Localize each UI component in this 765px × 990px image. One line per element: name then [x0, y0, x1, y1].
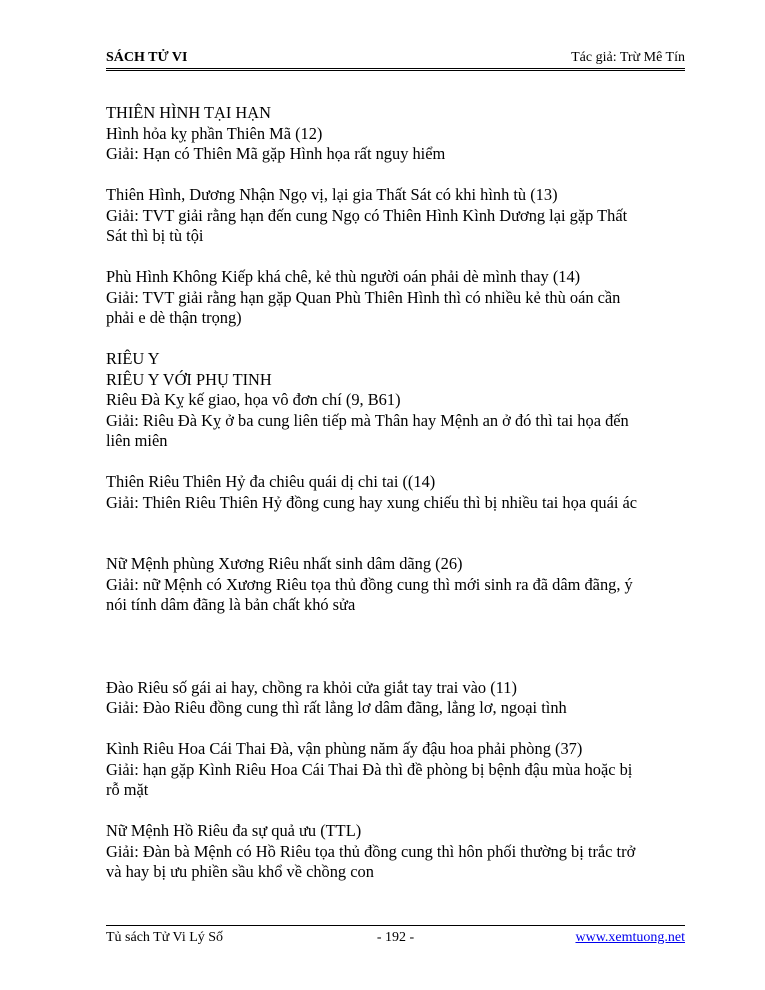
verse-line: Phù Hình Không Kiếp khá chê, kẻ thù người oán phải dè mình thay (14): [106, 267, 581, 286]
verse-line: Nữ Mệnh phùng Xương Riêu nhất sinh dâm dãng (26): [106, 554, 463, 573]
section-heading: RIÊU Y: [106, 349, 160, 368]
page-content: [106, 103, 685, 883]
explanation-line: Giải: Đàn bà Mệnh có Hồ Riêu tọa thủ đồng cung thì hôn phối thường bị trắc trở: [106, 841, 636, 861]
page-number: - 192 -: [376, 930, 415, 945]
verse-line: Kình Riêu Hoa Cái Thai Đà, vận phùng năm ấy đậu hoa phải phòng (37): [106, 739, 583, 758]
verse-line: Thiên Hình, Dương Nhận Ngọ vị, lại gia Thất Sát có khi hình tù (13): [106, 185, 558, 204]
verse-line: Đào Riêu số gái ai hay, chồng ra khỏi cửa giắt tay trai vào (11): [106, 677, 517, 697]
explanation-line: Giải: Thiên Riêu Thiên Hỷ đồng cung hay xung chiếu thì bị nhiều tai họa quái ác: [106, 492, 638, 512]
explanation-line: Giải: Hạn có Thiên Mã gặp Hình họa rất nguy hiểm: [106, 144, 446, 163]
section-heading: THIÊN HÌNH TẠI HẠN: [106, 103, 271, 122]
explanation-line: liên miên: [106, 431, 168, 450]
explanation-line: Giải: TVT giải rằng hạn đến cung Ngọ có Thiên Hình Kình Dương lại gặp Thất: [106, 205, 628, 225]
explanation-line: nói tính dâm đãng là bản chất khó sửa: [106, 595, 356, 614]
verse-line: Riêu Đà Kỵ kế giao, họa vô đơn chí (9, B61): [106, 390, 401, 409]
verse-line: Nữ Mệnh Hồ Riêu đa sự quả ưu (TTL): [106, 821, 362, 840]
website-link[interactable]: www.xemtuong.net: [575, 930, 685, 945]
subsection-heading: RIÊU Y VỚI PHỤ TINH: [106, 369, 272, 389]
verse-line: Hình hỏa kỵ phần Thiên Mã (12): [106, 123, 323, 143]
explanation-line: Giải: hạn gặp Kình Riêu Hoa Cái Thai Đà thì đề phòng bị bệnh đậu mùa hoặc bị: [106, 759, 633, 779]
explanation-line: Giải: nữ Mệnh có Xương Riêu tọa thủ đồng cung thì mới sinh ra đã dâm đãng, ý: [106, 574, 633, 594]
explanation-line: Sát thì bị tù tội: [106, 226, 204, 245]
explanation-line: rỗ mặt: [106, 780, 149, 799]
series-label: Tủ sách Tử Vi Lý Số: [106, 930, 224, 945]
verse-line: Thiên Riêu Thiên Hỷ đa chiêu quái dị chi tai ((14): [106, 472, 436, 491]
explanation-line: Giải: Riêu Đà Kỵ ở ba cung liên tiếp mà Thân hay Mệnh an ở đó thì tai họa đến: [106, 410, 629, 430]
explanation-line: Giải: Đào Riêu đồng cung thì rất lẳng lơ dâm đãng, lẳng lơ, ngoại tình: [106, 698, 567, 717]
explanation-line: và hay bị ưu phiền sầu khổ về chồng con: [106, 862, 374, 881]
book-title: SÁCH TỬ VI: [106, 50, 188, 65]
explanation-line: phải e dè thận trọng): [106, 308, 242, 327]
explanation-line: Giải: TVT giải rằng hạn gặp Quan Phù Thiên Hình thì có nhiều kẻ thù oán cần: [106, 287, 621, 307]
page-header: [106, 44, 685, 71]
author-label: Tác giả: Trừ Mê Tín: [571, 50, 685, 65]
page-footer: [106, 925, 685, 946]
